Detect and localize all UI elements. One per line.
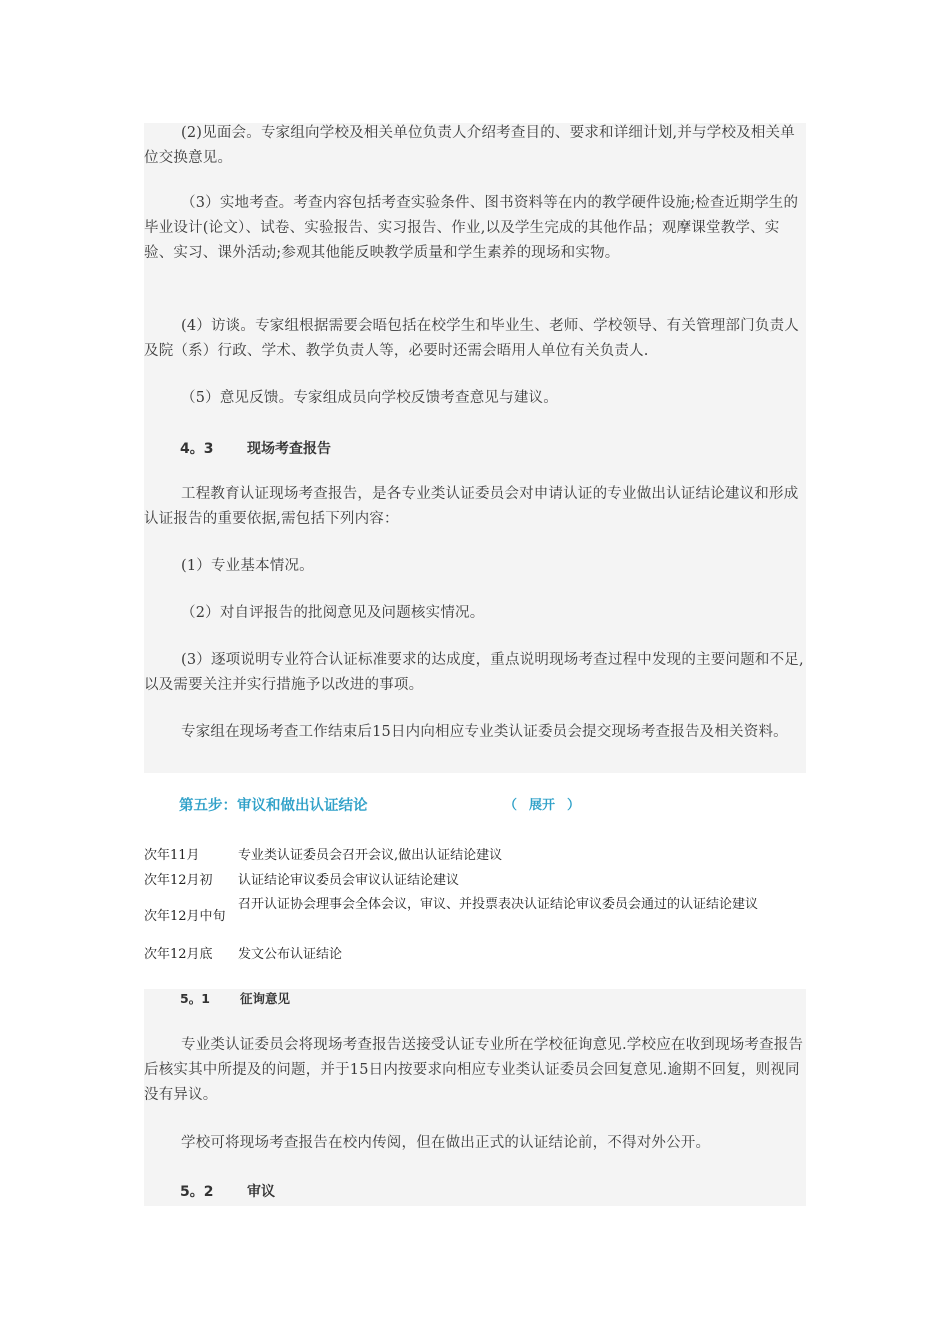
schedule-row	[144, 896, 806, 936]
paragraph-report-item3: (3）逐项说明专业符合认证标准要求的达成度，重点说明现场考查过程中发现的主要问题和不足,以及需要关注并实行措施予以改进的事项。	[144, 652, 804, 693]
schedule-event: 发文公布认证结论	[238, 947, 343, 962]
expand-close-paren: ）	[567, 798, 581, 813]
paragraph-interview: (4）访谈。专家组根据需要会晤包括在校学生和毕业生、老师、学校领导、有关管理部门负责人及院（系）行政、学术、教学负责人等，必要时还需会晤用人单位有关负责人.	[144, 318, 799, 359]
heading-title: 征询意见	[240, 991, 291, 1006]
schedule-event: 召开认证协会理事会全体会议，审议、并投票表决认证结论审议委员会通过的认证结论建议	[238, 897, 759, 912]
paragraph-site-inspection: （3）实地考查。考查内容包括考查实验条件、图书资料等在内的教学硬件设施;检查近期学生的毕业设计(论文）、试卷、实验报告、实习报告、作业,以及学生完成的其他作品；观摩课堂教学、实验、实习、课外活动;参观其他能反映教学质量和学生素养的现场和实物。	[144, 195, 799, 261]
schedule-date: 次年12月中旬	[144, 909, 226, 924]
heading-4-3	[180, 438, 331, 458]
heading-5-2	[180, 1181, 275, 1201]
heading-number: 4。3	[180, 441, 214, 457]
paragraph-meeting: (2)见面会。专家组向学校及相关单位负责人介绍考查目的、要求和详细计划,并与学校及相关单位交换意见。	[144, 125, 795, 166]
expand-label: 展开	[529, 798, 556, 813]
schedule-event: 专业类认证委员会召开会议,做出认证结论建议	[238, 848, 503, 863]
schedule-row	[144, 872, 806, 892]
expand-open-paren: （	[504, 798, 518, 813]
schedule-row	[144, 946, 806, 966]
paragraph-report-item2: （2）对自评报告的批阅意见及问题核实情况。	[181, 605, 485, 621]
paragraph-report-submission: 专家组在现场考查工作结束后15日内向相应专业类认证委员会提交现场考查报告及相关资料。	[181, 724, 788, 740]
paragraph-consultation: 专业类认证委员会将现场考查报告送接受认证专业所在学校征询意见.学校应在收到现场考查报告后核实其中所提及的问题，并于15日内按要求向相应专业类认证委员会回复意见.逾期不回复，则视同没有异议。	[144, 1037, 804, 1103]
schedule-date: 次年12月初	[144, 873, 213, 888]
paragraph-feedback: （5）意见反馈。专家组成员向学校反馈考查意见与建议。	[181, 390, 558, 406]
schedule-row	[144, 847, 806, 867]
heading-title: 审议	[247, 1184, 275, 1200]
paragraph-report-intro: 工程教育认证现场考查报告，是各专业类认证委员会对申请认证的专业做出认证结论建议和形成认证报告的重要依据,需包括下列内容：	[144, 486, 799, 527]
heading-number: 5。2	[180, 1184, 214, 1200]
heading-number: 5。1	[180, 991, 210, 1006]
expand-toggle[interactable]	[504, 794, 580, 813]
schedule-date: 次年11月	[144, 848, 200, 863]
paragraph-circulation: 学校可将现场考查报告在校内传阅，但在做出正式的认证结论前，不得对外公开。	[181, 1135, 711, 1151]
step5-title: 第五步：审议和做出认证结论	[179, 798, 368, 814]
paragraph-report-item1: (1）专业基本情况。	[181, 558, 314, 574]
schedule-date: 次年12月底	[144, 947, 213, 962]
schedule-event: 认证结论审议委员会审议认证结论建议	[238, 873, 460, 888]
heading-title: 现场考查报告	[247, 441, 331, 457]
heading-5-1	[180, 989, 290, 1007]
